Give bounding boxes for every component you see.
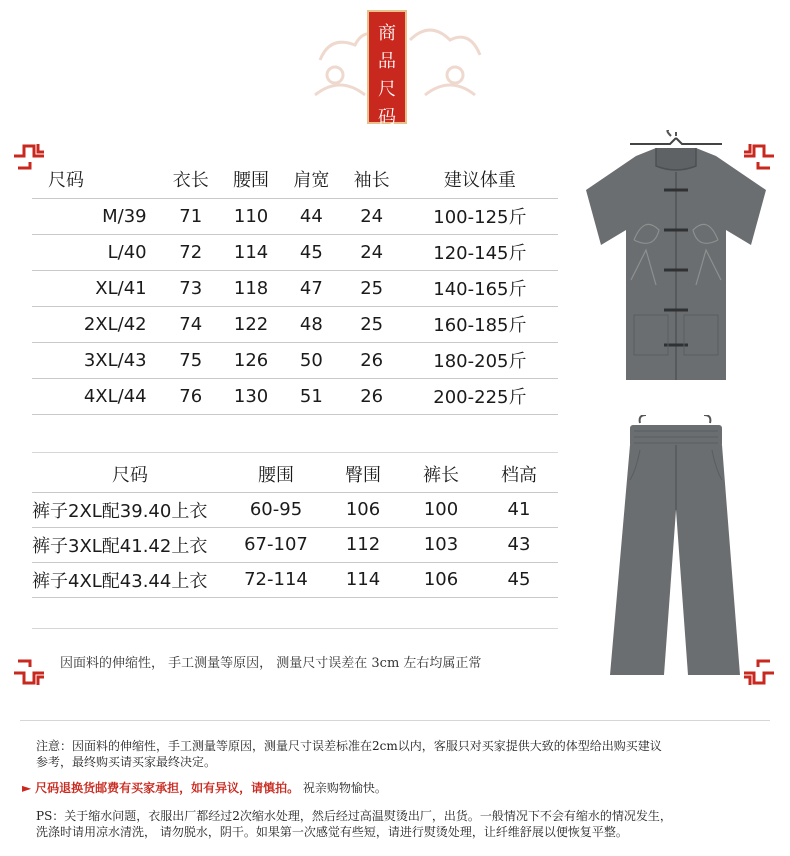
footer-line: 参考，最终购买请买家最终决定。 [36,755,217,769]
column-header: 裤长 [402,456,480,492]
shirt-size-table [32,160,558,415]
table-cell: 200-225斤 [402,378,558,414]
divider [32,628,558,629]
table-cell: 112 [324,527,402,562]
column-header: 肩宽 [281,160,341,198]
table-cell: 24 [342,198,402,234]
table-cell: 100 [402,492,480,527]
table-header-row [32,160,558,198]
column-header: 尺码 [32,456,228,492]
table-cell: 106 [402,562,480,597]
return-policy-bold: 尺码退换货邮费有买家承担，如有异议，请慎拍。 [35,781,300,795]
footer-notice [36,738,766,770]
table-cell: 3XL/43 [32,342,161,378]
table-row [32,492,558,527]
table-row [32,378,558,414]
table-row [32,306,558,342]
table-cell: 74 [161,306,221,342]
table-cell: 4XL/44 [32,378,161,414]
column-header: 尺码 [32,160,161,198]
table-cell: 43 [480,527,558,562]
arrow-icon: ► [22,781,32,795]
table-cell: 26 [342,342,402,378]
table-row [32,234,558,270]
page-title [367,10,407,128]
title-char: 品 [378,51,396,72]
column-header: 腰围 [228,456,324,492]
return-policy [22,780,752,796]
table-cell: M/39 [32,198,161,234]
table-cell: 118 [221,270,281,306]
table-cell: 2XL/42 [32,306,161,342]
table-cell: 44 [281,198,341,234]
table-cell: 裤子2XL配39.40上衣 [32,492,228,527]
table-cell: XL/41 [32,270,161,306]
table-cell: 72 [161,234,221,270]
column-header: 腰围 [221,160,281,198]
column-header: 臀围 [324,456,402,492]
return-policy-rest: 祝亲购物愉快。 [302,781,387,795]
table-row [32,342,558,378]
table-row [32,527,558,562]
table-cell: 75 [161,342,221,378]
title-char: 商 [378,23,396,44]
table-cell: 50 [281,342,341,378]
table-cell: 60-95 [228,492,324,527]
corner-ornament-icon [12,655,46,689]
table-cell: 130 [221,378,281,414]
shirt-image [576,130,776,390]
pants-size-table [32,456,558,598]
table-cell: 73 [161,270,221,306]
table-cell: 45 [480,562,558,597]
footer-line: 洗涤时请用凉水清洗， 请勿脱水，阴干。如果第一次感觉有些短，请进行熨烫处理，让纤维舒展以便恢复平整。 [36,825,628,839]
ps-notice [36,808,766,840]
table-cell: 71 [161,198,221,234]
table-cell: 106 [324,492,402,527]
table-cell: L/40 [32,234,161,270]
table-cell: 25 [342,270,402,306]
divider [20,720,770,721]
footer-line: PS：关于缩水问题，衣服出厂都经过2次缩水处理，然后经过高温熨烫出厂，出货。一般情况下不会有缩水的情况发生， [36,809,672,823]
table-row [32,562,558,597]
column-header: 袖长 [342,160,402,198]
table-row [32,270,558,306]
column-header: 档高 [480,456,558,492]
column-header: 衣长 [161,160,221,198]
table-cell: 100-125斤 [402,198,558,234]
divider [32,452,558,453]
title-char: 码 [378,107,396,128]
table-cell: 裤子3XL配41.42上衣 [32,527,228,562]
table-cell: 114 [221,234,281,270]
table-cell: 122 [221,306,281,342]
table-cell: 126 [221,342,281,378]
title-char: 尺 [378,79,396,100]
table-cell: 114 [324,562,402,597]
table-cell: 51 [281,378,341,414]
table-cell: 45 [281,234,341,270]
table-cell: 72-114 [228,562,324,597]
pants-image [590,415,760,680]
table-cell: 180-205斤 [402,342,558,378]
table-cell: 120-145斤 [402,234,558,270]
table-cell: 67-107 [228,527,324,562]
column-header: 建议体重 [402,160,558,198]
footer-line: 注意：因面料的伸缩性，手工测量等原因，测量尺寸误差标准在2cm以内，客服只对买家提供大致的体型给出购买建议 [36,739,662,753]
table-header-row [32,456,558,492]
table-cell: 103 [402,527,480,562]
table-cell: 110 [221,198,281,234]
table-row [32,198,558,234]
table-cell: 160-185斤 [402,306,558,342]
table-cell: 140-165斤 [402,270,558,306]
measurement-note: 因面料的伸缩性， 手工测量等原因， 测量尺寸误差在 3cm 左右均属正常 [60,656,482,671]
table-cell: 76 [161,378,221,414]
table-cell: 47 [281,270,341,306]
table-cell: 25 [342,306,402,342]
table-cell: 26 [342,378,402,414]
table-cell: 24 [342,234,402,270]
table-cell: 裤子4XL配43.44上衣 [32,562,228,597]
table-cell: 48 [281,306,341,342]
table-cell: 41 [480,492,558,527]
